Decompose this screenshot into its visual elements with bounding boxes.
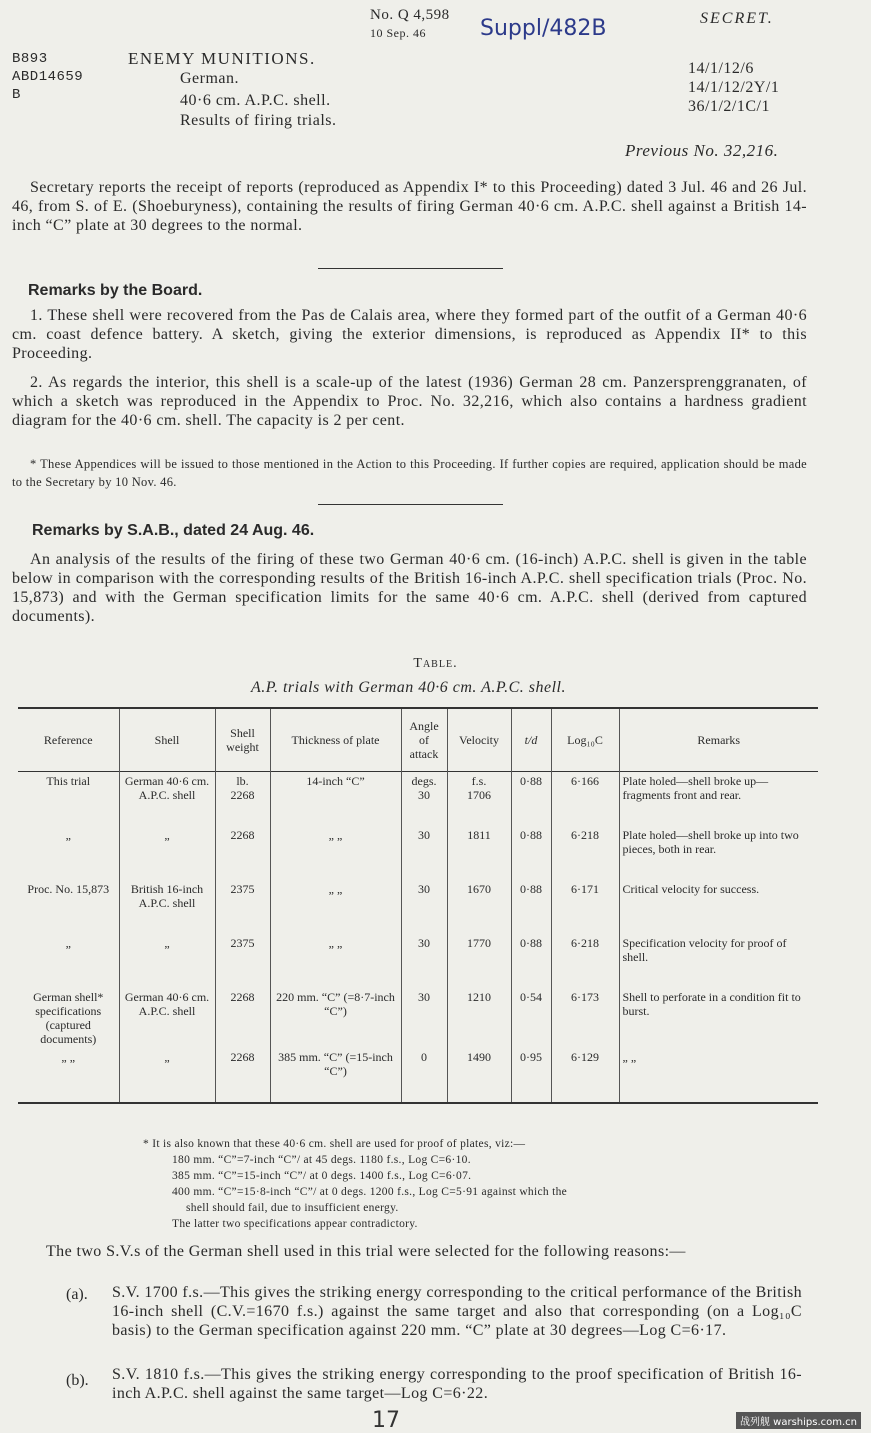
table-footnote-4: 400 mm. “C”=15·8-inch “C”/ at 0 degs. 1200 f.s., Log C=5·91 against which the bbox=[172, 1186, 568, 1198]
cell-logc: 6·173 bbox=[551, 988, 619, 1048]
cell-thickness: „ „ bbox=[270, 880, 401, 934]
cell-remarks: Shell to perforate in a condition fit to burst. bbox=[619, 988, 818, 1048]
table-row bbox=[18, 826, 818, 880]
cell-reference: „ bbox=[65, 936, 71, 950]
table-footnote-5: shell should fail, due to insufficient energy. bbox=[186, 1202, 399, 1214]
board-paragraph-1: 1. These shell were recovered from the Pas de Calais area, where they formed part of the outfit of a German 40·6 cm. coast defence battery. A sketch, giving the exterior dimensions, is reproduced as Appendix II* to this Proceeding. bbox=[12, 307, 807, 362]
cell-logc: 6·171 bbox=[551, 880, 619, 934]
board-paragraph-2: 2. As regards the interior, this shell is a scale-up of the latest (1936) German 28 cm. Panzersprenggranaten, of which a sketch was reproduced in the Appendix to Proc. No. 32,216, which also contains a hardness gradient diagram for the 40·6 cm. shell. The capacity is 2 per cent. bbox=[12, 374, 807, 429]
header-angle: Angle of attack bbox=[401, 708, 447, 772]
ref-right-2: 14/1/12/2Y/1 bbox=[688, 79, 780, 96]
cell-remarks: Critical velocity for success. bbox=[619, 880, 818, 934]
cell-shell: „ bbox=[119, 826, 215, 880]
cell-logc: 6·166 bbox=[551, 772, 619, 827]
cell-td: 0·95 bbox=[511, 1048, 551, 1103]
cell-shell: German 40·6 cm. A.P.C. shell bbox=[119, 772, 215, 827]
ref-right-1: 14/1/12/6 bbox=[688, 60, 754, 77]
cell-remarks: Plate holed—shell broke up into two pieces, both in rear. bbox=[619, 826, 818, 880]
cell-thickness: „ „ bbox=[270, 826, 401, 880]
cell-logc: 6·218 bbox=[551, 826, 619, 880]
cell-weight: 2268 bbox=[215, 1048, 270, 1103]
cell-thickness: 220 mm. “C” (=8·7-inch “C”) bbox=[270, 988, 401, 1048]
cell-velocity: f.s. 1706 bbox=[447, 772, 511, 827]
table-header-row bbox=[18, 708, 818, 772]
header-shell-weight: Shell weight bbox=[215, 708, 270, 772]
ref-left-2: ABD14659 bbox=[12, 69, 84, 85]
cell-weight: 2268 bbox=[215, 826, 270, 880]
cell-remarks: Plate holed—shell broke up—fragments front and rear. bbox=[619, 772, 818, 827]
cell-td: 0·54 bbox=[511, 988, 551, 1048]
header-remarks: Remarks bbox=[619, 708, 818, 772]
header-reference: Reference bbox=[43, 733, 93, 747]
cell-velocity: 1490 bbox=[447, 1048, 511, 1103]
table-row bbox=[18, 772, 818, 827]
title-shell: 40·6 cm. A.P.C. shell. bbox=[180, 92, 331, 109]
header-thickness: Thickness of plate bbox=[270, 708, 401, 772]
reason-a-text: S.V. 1700 f.s.—This gives the striking energy corresponding to the critical performance of the British 16-inch shell (C.V.=1670 f.s.) against the same target and also that corresponding (on a Log₁₀C basis) to the German specification against 220 mm. “C” plate at 30 degrees—Log C=6·17. bbox=[112, 1284, 802, 1339]
watermark: 战列舰 warships.com.cn bbox=[736, 1412, 861, 1429]
section-divider bbox=[318, 268, 503, 269]
cell-reference: „ „ bbox=[61, 1050, 76, 1064]
selection-intro: The two S.V.s of the German shell used in this trial were selected for the following reasons:— bbox=[46, 1243, 686, 1260]
title-enemy-munitions: ENEMY MUNITIONS. bbox=[128, 49, 316, 68]
document-date: 10 Sep. 46 bbox=[370, 26, 426, 40]
cell-shell: British 16-inch A.P.C. shell bbox=[119, 880, 215, 934]
cell-remarks: „ „ bbox=[619, 1048, 818, 1103]
table-row bbox=[18, 1048, 818, 1103]
unit-label: f.s. bbox=[471, 774, 487, 788]
table-footnote-3: 385 mm. “C”=15-inch “C”/ at 0 degs. 1400 f.s., Log C=6·07. bbox=[172, 1170, 472, 1182]
page-number: 17 bbox=[372, 1408, 400, 1433]
ref-right-3: 36/1/2/1C/1 bbox=[688, 98, 770, 115]
cell-thickness: 385 mm. “C” (=15-inch “C”) bbox=[270, 1048, 401, 1103]
header-velocity: Velocity bbox=[447, 708, 511, 772]
table-footnote-6: The latter two specifications appear contradictory. bbox=[172, 1218, 418, 1230]
table-row bbox=[18, 934, 818, 988]
cell-logc: 6·129 bbox=[551, 1048, 619, 1103]
cell-velocity: 1811 bbox=[447, 826, 511, 880]
cell-angle: degs. 30 bbox=[401, 772, 447, 827]
cell-logc: 6·218 bbox=[551, 934, 619, 988]
cell-angle: 30 bbox=[401, 880, 447, 934]
reason-b-text: S.V. 1810 f.s.—This gives the striking energy corresponding to the proof specification of British 16-inch A.P.C. shell against the same target—Log C=6·22. bbox=[112, 1366, 802, 1402]
board-heading: Remarks by the Board. bbox=[28, 282, 203, 299]
title-results: Results of firing trials. bbox=[180, 112, 337, 129]
cell-reference: This trial bbox=[46, 774, 91, 788]
cell-reference: German shell* specifications (captured documents) bbox=[33, 990, 104, 1046]
cell-td: 0·88 bbox=[511, 826, 551, 880]
table-footnote-1: * It is also known that these 40·6 cm. shell are used for proof of plates, viz:— bbox=[143, 1138, 526, 1150]
title-german: German. bbox=[180, 70, 240, 87]
cell-reference: „ bbox=[65, 828, 71, 842]
header-logc: Log₁₀C bbox=[551, 708, 619, 772]
cell-angle: 0 bbox=[401, 1048, 447, 1103]
classification-label: SECRET. bbox=[700, 10, 774, 27]
document-number: No. Q 4,598 bbox=[370, 7, 450, 23]
table-label: Table. bbox=[413, 656, 458, 671]
table-row bbox=[18, 880, 818, 934]
cell-shell: „ bbox=[119, 934, 215, 988]
cell-thickness: „ „ bbox=[270, 934, 401, 988]
table-footnote-2: 180 mm. “C”=7-inch “C”/ at 45 degs. 1180 f.s., Log C=6·10. bbox=[172, 1154, 471, 1166]
unit-label: degs. bbox=[411, 774, 437, 788]
header-shell: Shell bbox=[119, 708, 215, 772]
handwritten-reference: Suppl/482B bbox=[480, 16, 607, 41]
ref-left-3: B bbox=[12, 87, 21, 103]
table-caption: A.P. trials with German 40·6 cm. A.P.C. shell. bbox=[250, 679, 566, 696]
cell-velocity: 1210 bbox=[447, 988, 511, 1048]
cell-velocity: 1670 bbox=[447, 880, 511, 934]
cell-td: 0·88 bbox=[511, 934, 551, 988]
cell-angle: 30 bbox=[401, 826, 447, 880]
unit-label: lb. bbox=[236, 774, 249, 788]
cell-weight: 2375 bbox=[215, 880, 270, 934]
cell-shell: German 40·6 cm. A.P.C. shell bbox=[119, 988, 215, 1048]
cell-weight: lb. 2268 bbox=[215, 772, 270, 827]
sab-paragraph: An analysis of the results of the firing of these two German 40·6 cm. (16-inch) A.P.C. shell is given in the table below in comparison with the corresponding results of the British 16-inch A.P.C. shell specification trials (Proc. No. 15,873) and with the German specification limits for the same 40·6 cm. A.P.C. shell (derived from captured documents). bbox=[12, 551, 807, 625]
cell-weight: 2268 bbox=[215, 988, 270, 1048]
appendix-footnote: * These Appendices will be issued to those mentioned in the Action to this Proceeding. If further copies are required, application should be made to the Secretary by 10 Nov. 46. bbox=[12, 457, 807, 489]
reason-b-label: (b). bbox=[66, 1372, 89, 1389]
header-td: t/d bbox=[511, 708, 551, 772]
cell-reference: Proc. No. 15,873 bbox=[27, 882, 110, 896]
table-row bbox=[18, 988, 818, 1048]
cell-remarks: Specification velocity for proof of shell. bbox=[619, 934, 818, 988]
section-divider-2 bbox=[318, 504, 503, 505]
cell-td: 0·88 bbox=[511, 880, 551, 934]
reason-a-label: (a). bbox=[66, 1286, 88, 1303]
trials-table bbox=[18, 707, 818, 1104]
cell-angle: 30 bbox=[401, 988, 447, 1048]
previous-number: Previous No. 32,216. bbox=[625, 141, 779, 160]
intro-paragraph: Secretary reports the receipt of reports (reproduced as Appendix I* to this Proceeding) dated 3 Jul. 46 and 26 Jul. 46, from S. of E. (Shoeburyness), containing the results of firing German 40·6 cm. A.P.C. shell against a British 14-inch “C” plate at 30 degrees to the normal. bbox=[12, 179, 807, 234]
sab-heading: Remarks by S.A.B., dated 24 Aug. 46. bbox=[32, 522, 315, 539]
cell-weight: 2375 bbox=[215, 934, 270, 988]
cell-velocity: 1770 bbox=[447, 934, 511, 988]
cell-thickness: 14-inch “C” bbox=[270, 772, 401, 827]
cell-td: 0·88 bbox=[511, 772, 551, 827]
cell-angle: 30 bbox=[401, 934, 447, 988]
ref-left-1: B893 bbox=[12, 51, 48, 67]
cell-shell: „ bbox=[119, 1048, 215, 1103]
